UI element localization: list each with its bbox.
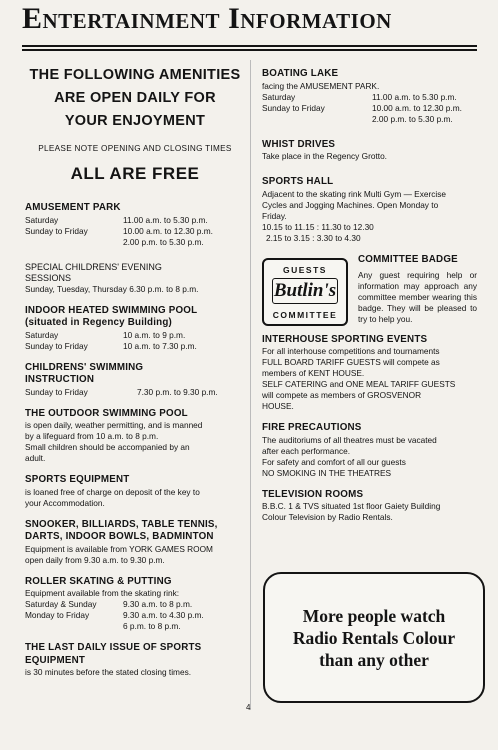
page-title: Entertainment Information	[22, 2, 392, 35]
schedule-row: Sunday to Friday 10 a.m. to 7.30 p.m.	[25, 340, 197, 351]
section-heading: COMMITTEE BADGE	[358, 253, 458, 265]
whist-drives-section: WHIST DRIVES Take place in the Regency Grotto.	[262, 139, 477, 163]
left-column	[25, 64, 245, 688]
schedule-row: Saturday 11.00 a.m. to 5.30 p.m.	[262, 91, 457, 102]
schedule-row: Sunday to Friday 10.00 a.m. to 12.30 p.m.	[25, 225, 213, 236]
boating-lake-section: BOATING LAKE facing the AMUSEMENT PARK. Saturday 11.00 a.m. to 5.30 p.m. Sunday to Friday 10.00 a.m. to 12.30 p.m. 2.00 p.m. to 5.30 p.m.	[262, 68, 477, 125]
schedule-row: Saturday & Sunday 9.30 a.m. to 8 p.m.	[25, 599, 193, 609]
schedule-row: 6 p.m. to 8 p.m.	[123, 621, 181, 631]
outdoor-pool-section: THE OUTDOOR SWIMMING POOL is open daily, weather permitting, and is manned by a lifeguard from 10 a.m. to 8 p.m. Small children should be accompanied by an adult.	[25, 408, 245, 465]
right-column	[262, 68, 477, 533]
section-subheading: (situated in Regency Building)	[25, 317, 172, 328]
childrens-swimming-section: CHILDRENS' SWIMMING INSTRUCTION Sunday to Friday 7.30 p.m. to 9.30 p.m.	[25, 362, 245, 398]
schedule-row: Sunday to Friday 10.00 a.m. to 12.30 p.m.	[262, 102, 462, 113]
television-rooms-section: TELEVISION ROOMS B.B.C. 1 & TVS situated 1st floor Gaiety Building Colour Television by Radio Rentals.	[262, 489, 477, 524]
section-heading: SPORTS HALL	[262, 176, 334, 187]
fire-precautions-section: FIRE PRECAUTIONS The auditoriums of all theatres must be vacated after each performance. For safety and comfort of all our guests NO SMOKING IN THE THEATRES	[262, 422, 477, 479]
section-heading: TELEVISION ROOMS	[262, 488, 364, 500]
section-heading: THE OUTDOOR SWIMMING POOL	[25, 407, 188, 419]
childrens-evening-section: SPECIAL CHILDRENS' EVENING SESSIONS Sunday, Tuesday, Thursday 6.30 p.m. to 8 p.m.	[25, 261, 199, 294]
section-heading: BOATING LAKE	[262, 68, 339, 79]
roller-skating-section: ROLLER SKATING & PUTTING Equipment available from the skating rink: Saturday & Sunday 9.30 a.m. to 8 p.m. Monday to Friday 9.30 a.m. to 4.30 p.m. 6 p.m. to 8 p.m.	[25, 576, 245, 633]
page-number: 4	[246, 703, 251, 712]
schedule-row: 2.00 p.m. to 5.30 p.m.	[123, 236, 204, 247]
title-rule	[22, 49, 477, 51]
amusement-park-section	[25, 202, 245, 248]
butlins-logo: Butlin's	[272, 278, 338, 304]
section-heading: THE LAST DAILY ISSUE OF SPORTS	[25, 642, 202, 653]
section-heading: SNOOKER, BILLIARDS, TABLE TENNIS,	[25, 518, 218, 530]
sports-equipment-section: SPORTS EQUIPMENT is loaned free of charge on deposit of the key to your Accommodation.	[25, 474, 245, 509]
section-heading: INDOOR HEATED SWIMMING POOL	[25, 304, 198, 316]
indoor-pool-section	[25, 305, 245, 352]
sports-hall-section: SPORTS HALL Adjacent to the skating rink Multi Gym — Exercise Cycles and Jogging Machines. Open Monday to Friday. 10.15 to 11.15 : 11.30 to 12.30 2.15 to 3.15 : 3.30 to 4.30	[262, 176, 477, 244]
schedule-row: Saturday 11.00 a.m. to 5.30 p.m.	[25, 214, 208, 225]
schedule-row: 2.00 p.m. to 5.30 p.m.	[372, 113, 453, 124]
schedule-row: Saturday 10 a.m. to 9 p.m.	[25, 329, 186, 340]
radio-rentals-advert: More people watch Radio Rentals Colour than any other	[263, 572, 485, 703]
section-heading: CHILDRENS' SWIMMING	[25, 361, 144, 373]
title-rule	[22, 45, 477, 47]
section-heading: INTERHOUSE SPORTING EVENTS	[262, 333, 428, 345]
committee-badge-image: GUESTS Butlin's COMMITTEE	[262, 258, 348, 326]
section-heading: WHIST DRIVES	[262, 138, 336, 150]
schedule-row: Sunday to Friday 7.30 p.m. to 9.30 p.m.	[25, 386, 218, 397]
section-heading: SPORTS EQUIPMENT	[25, 474, 130, 485]
section-heading: ROLLER SKATING & PUTTING	[25, 575, 172, 587]
intro-note: PLEASE NOTE OPENING AND CLOSING TIMES	[38, 144, 232, 153]
all-free-heading: ALL ARE FREE	[70, 164, 200, 183]
section-heading: FIRE PRECAUTIONS	[262, 422, 362, 433]
interhouse-section: INTERHOUSE SPORTING EVENTS For all interhouse competitions and tournaments FULL BOARD TARIFF GUESTS will compete as members of KENT HOUSE. SELF CATERING and ONE MEAL TARIFF GUESTS will compete as members of GROSVENOR HOUSE.	[262, 334, 477, 413]
intro-heading: THE FOLLOWING AMENITIES ARE OPEN DAILY FOR YOUR ENJOYMENT	[29, 67, 241, 129]
column-divider	[250, 60, 251, 710]
snooker-section: SNOOKER, BILLIARDS, TABLE TENNIS, DARTS, INDOOR BOWLS, BADMINTON Equipment is available from YORK GAMES ROOM open daily from 9.30 a.m. to 9.30 p.m.	[25, 519, 245, 566]
last-issue-section: THE LAST DAILY ISSUE OF SPORTS EQUIPMENT is 30 minutes before the stated closing times.	[25, 642, 245, 678]
committee-badge-section: GUESTS Butlin's COMMITTEE COMMITTEE BADGE Any guest requiring help or information may approach any committee member wearing this badge. They will be pleased to try to help you.	[262, 254, 477, 326]
schedule-row: Monday to Friday 9.30 a.m. to 4.30 p.m.	[25, 610, 204, 620]
section-heading: AMUSEMENT PARK	[25, 202, 121, 213]
